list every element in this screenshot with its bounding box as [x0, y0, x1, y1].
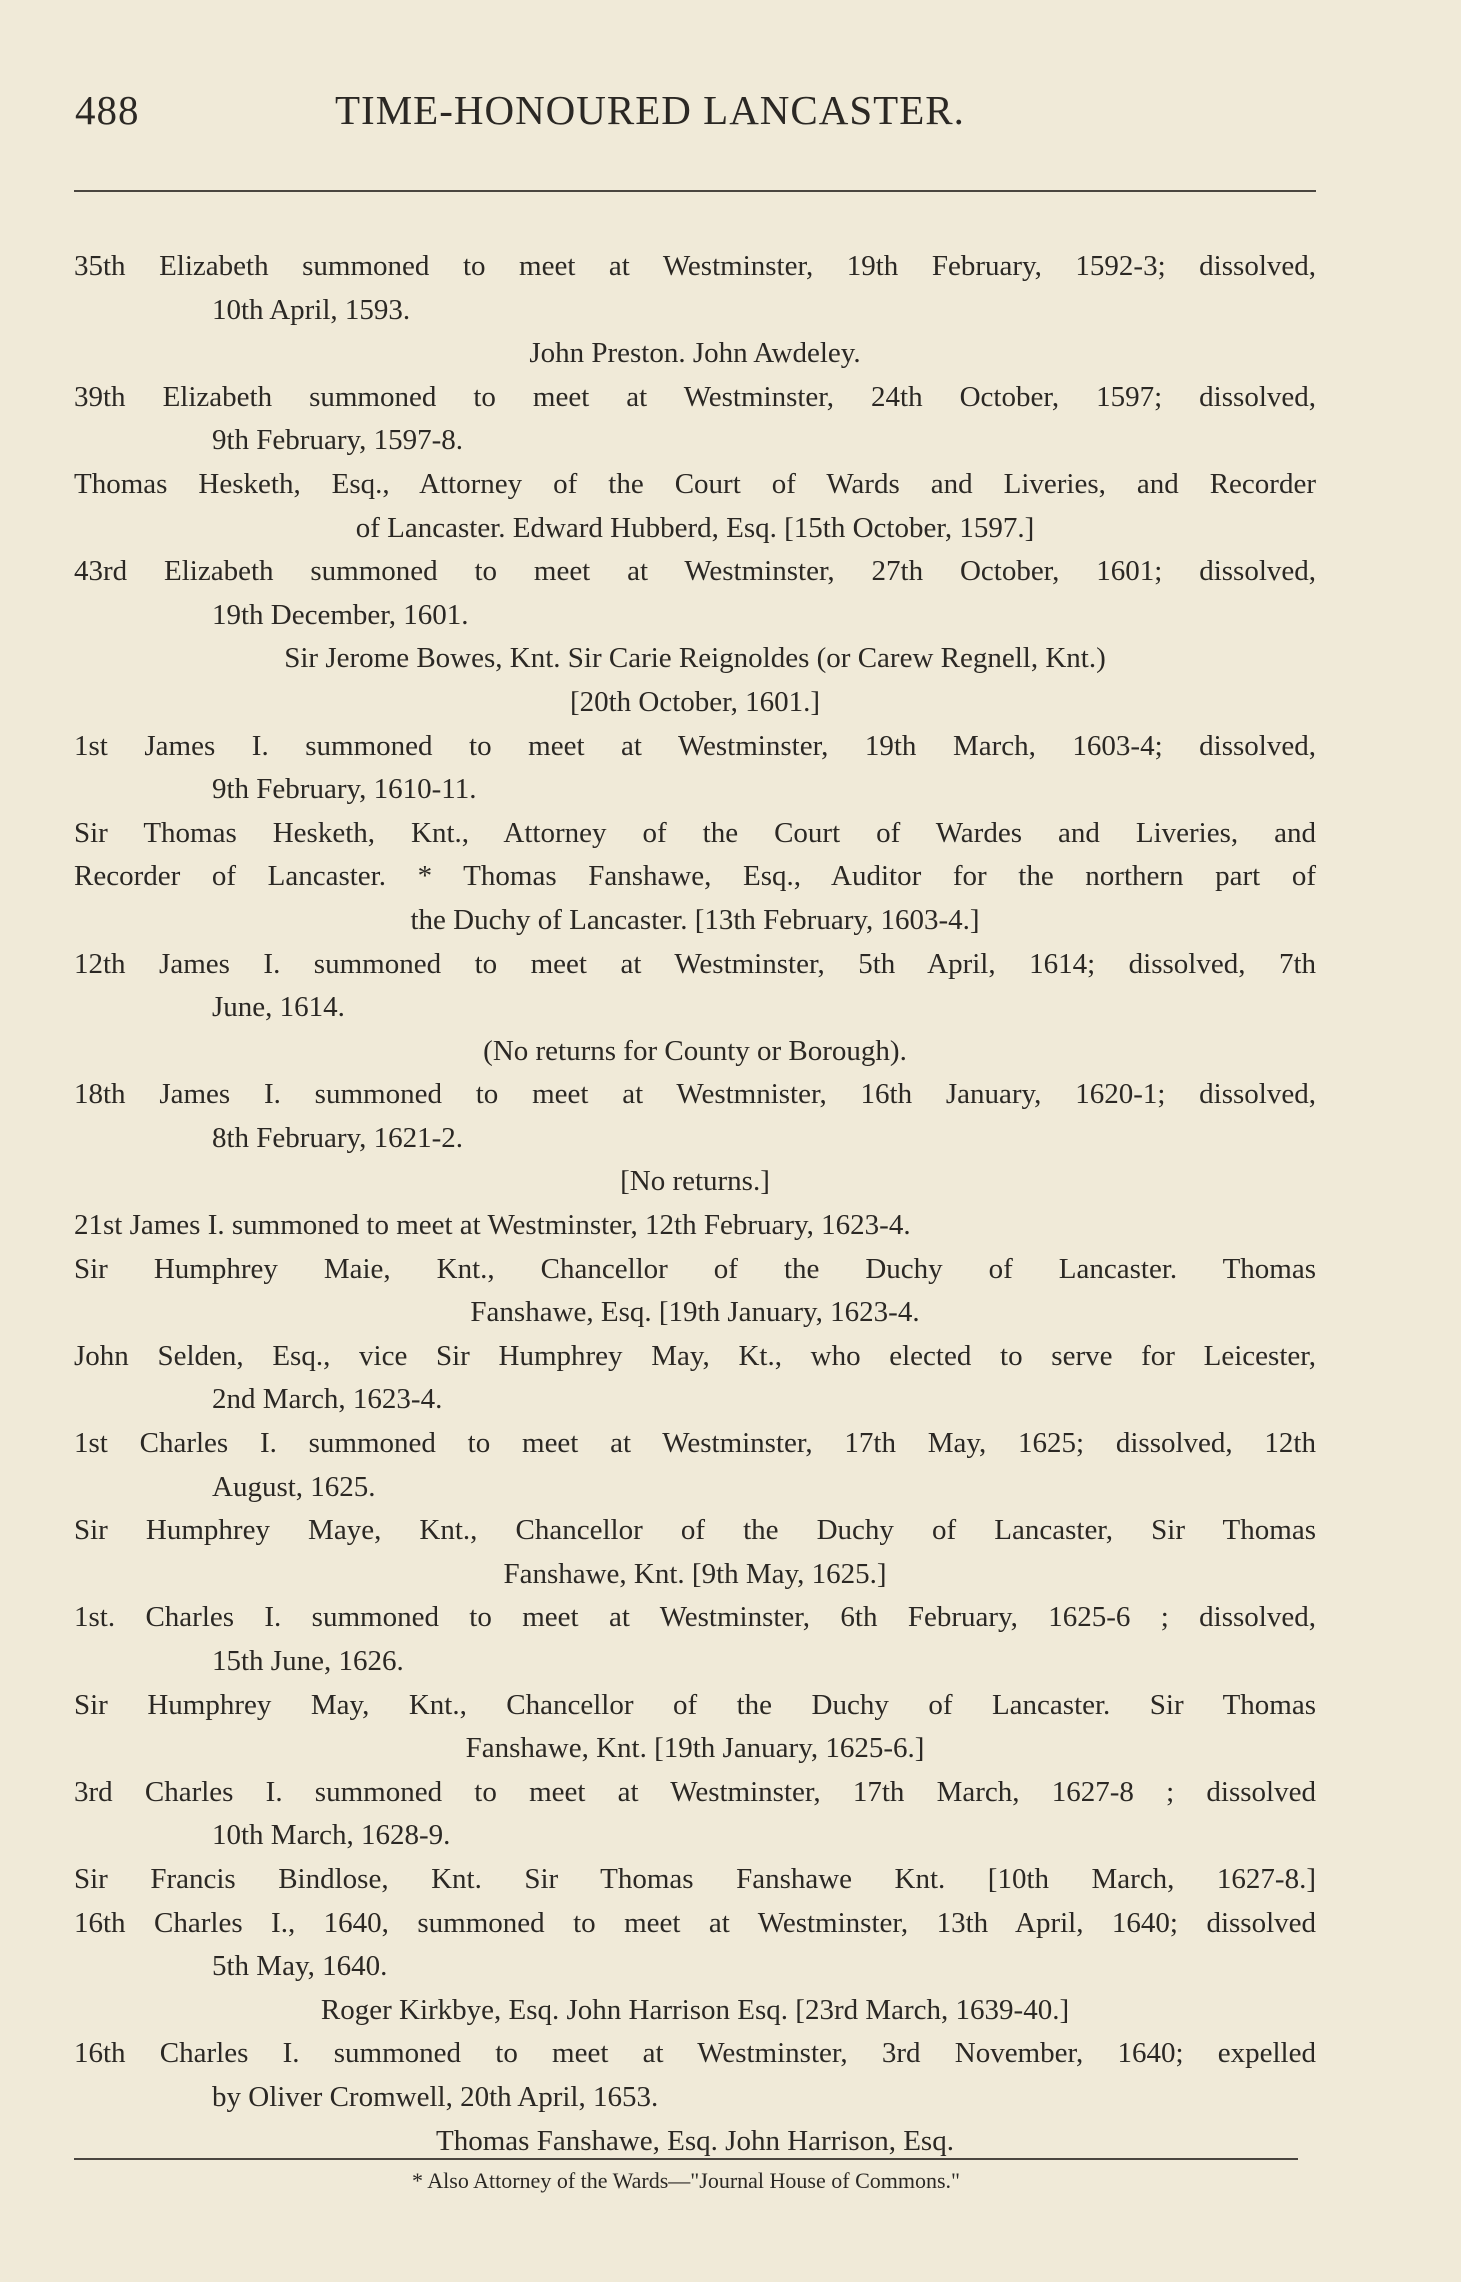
- text-line: August, 1625.: [212, 1470, 376, 1503]
- text-line: 15th June, 1626.: [212, 1645, 404, 1677]
- text-line: John Preston. John Awdeley.: [529, 337, 861, 370]
- text-line: June, 1614.: [212, 991, 345, 1024]
- text-line: 1st Charles I. summoned to meet at Westminster, 17th May, 1625; dissolved, 12th: [74, 1427, 1316, 1460]
- text-line: [20th October, 1601.]: [569, 685, 821, 718]
- text-line: 10th March, 1628-9.: [212, 1819, 451, 1852]
- text-line: 16th Charles I., 1640, summoned to meet at Westminster, 13th April, 1640; dissolved: [74, 1906, 1316, 1939]
- text-line: 9th February, 1597-8.: [212, 424, 464, 457]
- text-line: of Lancaster. Edward Hubberd, Esq. [15th October, 1597.]: [355, 511, 1035, 544]
- text-line: Sir Humphrey May, Knt., Chancellor of the Duchy of Lancaster. Sir Thomas: [74, 1688, 1316, 1721]
- text-line: Recorder of Lancaster. * Thomas Fanshawe, Esq., Auditor for the northern part of: [74, 860, 1316, 893]
- text-line: Fanshawe, Esq. [19th January, 1623-4.: [470, 1296, 920, 1329]
- text-line: Fanshawe, Knt. [19th January, 1625-6.]: [465, 1732, 925, 1765]
- text-line: Roger Kirkbye, Esq. John Harrison Esq. [23rd March, 1639-40.]: [320, 1993, 1070, 2026]
- text-line: 8th February, 1621-2.: [212, 1121, 464, 1154]
- text-line: 12th James I. summoned to meet at Westminster, 5th April, 1614; dissolved, 7th: [74, 947, 1316, 980]
- text-line: 16th Charles I. summoned to meet at Westminster, 3rd November, 1640; expelled: [74, 2037, 1316, 2070]
- text-line: (No returns for County or Borough).: [483, 1034, 907, 1067]
- header-rule: [74, 190, 1316, 192]
- text-line: 35th Elizabeth summoned to meet at Westminster, 19th February, 1592-3; dissolved,: [74, 250, 1316, 282]
- text-line: 21st James I. summoned to meet at Westminster, 12th February, 1623-4.: [74, 1209, 911, 1242]
- text-line: Thomas Fanshawe, Esq. John Harrison, Esq.: [436, 2124, 954, 2157]
- text-line: Sir Thomas Hesketh, Knt., Attorney of the Court of Wardes and Liveries, and: [74, 816, 1316, 849]
- text-line: Sir Jerome Bowes, Knt. Sir Carie Reignoldes (or Carew Regnell, Knt.): [284, 642, 1106, 675]
- text-line: 9th February, 1610-11.: [212, 773, 477, 806]
- footnote-rule: [74, 2158, 1298, 2160]
- page-header: [75, 86, 1045, 146]
- text-line: Sir Humphrey Maye, Knt., Chancellor of the Duchy of Lancaster, Sir Thomas: [74, 1514, 1316, 1547]
- running-title: TIME-HONOURED LANCASTER.: [335, 87, 965, 133]
- text-line: 5th May, 1640.: [212, 1950, 388, 1983]
- text-line: by Oliver Cromwell, 20th April, 1653.: [212, 2080, 659, 2113]
- page-number: 488: [75, 87, 140, 133]
- text-line: 19th December, 1601.: [212, 598, 469, 631]
- text-line: Sir Humphrey Maie, Knt., Chancellor of the Duchy of Lancaster. Thomas: [74, 1252, 1316, 1285]
- text-line: 3rd Charles I. summoned to meet at Westminster, 17th March, 1627-8 ; dissolved: [74, 1775, 1316, 1808]
- footnote: * Also Attorney of the Wards—"Journal House of Commons.": [411, 2168, 961, 2193]
- text-line: John Selden, Esq., vice Sir Humphrey May, Kt., who elected to serve for Leicester,: [74, 1339, 1316, 1372]
- text-line: 2nd March, 1623-4.: [212, 1383, 443, 1416]
- text-line: 1st James I. summoned to meet at Westminster, 19th March, 1603-4; dissolved,: [74, 729, 1316, 762]
- text-line: 1st. Charles I. summoned to meet at Westminster, 6th February, 1625-6 ; dissolved,: [74, 1601, 1316, 1634]
- text-line: 39th Elizabeth summoned to meet at Westminster, 24th October, 1597; dissolved,: [74, 380, 1316, 413]
- text-line: Fanshawe, Knt. [9th May, 1625.]: [503, 1557, 887, 1590]
- page-body: [74, 245, 1316, 2163]
- text-line: 43rd Elizabeth summoned to meet at Westminster, 27th October, 1601; dissolved,: [74, 555, 1316, 588]
- text-line: Thomas Hesketh, Esq., Attorney of the Court of Wards and Liveries, and Recorder: [74, 467, 1316, 500]
- text-line: [No returns.]: [620, 1165, 770, 1198]
- text-line: 18th James I. summoned to meet at Westmnister, 16th January, 1620-1; dissolved,: [74, 1078, 1316, 1111]
- text-line: 10th April, 1593.: [212, 293, 411, 326]
- text-line: Sir Francis Bindlose, Knt. Sir Thomas Fanshawe Knt. [10th March, 1627-8.]: [74, 1862, 1316, 1895]
- text-line: the Duchy of Lancaster. [13th February, 1603-4.]: [410, 903, 980, 936]
